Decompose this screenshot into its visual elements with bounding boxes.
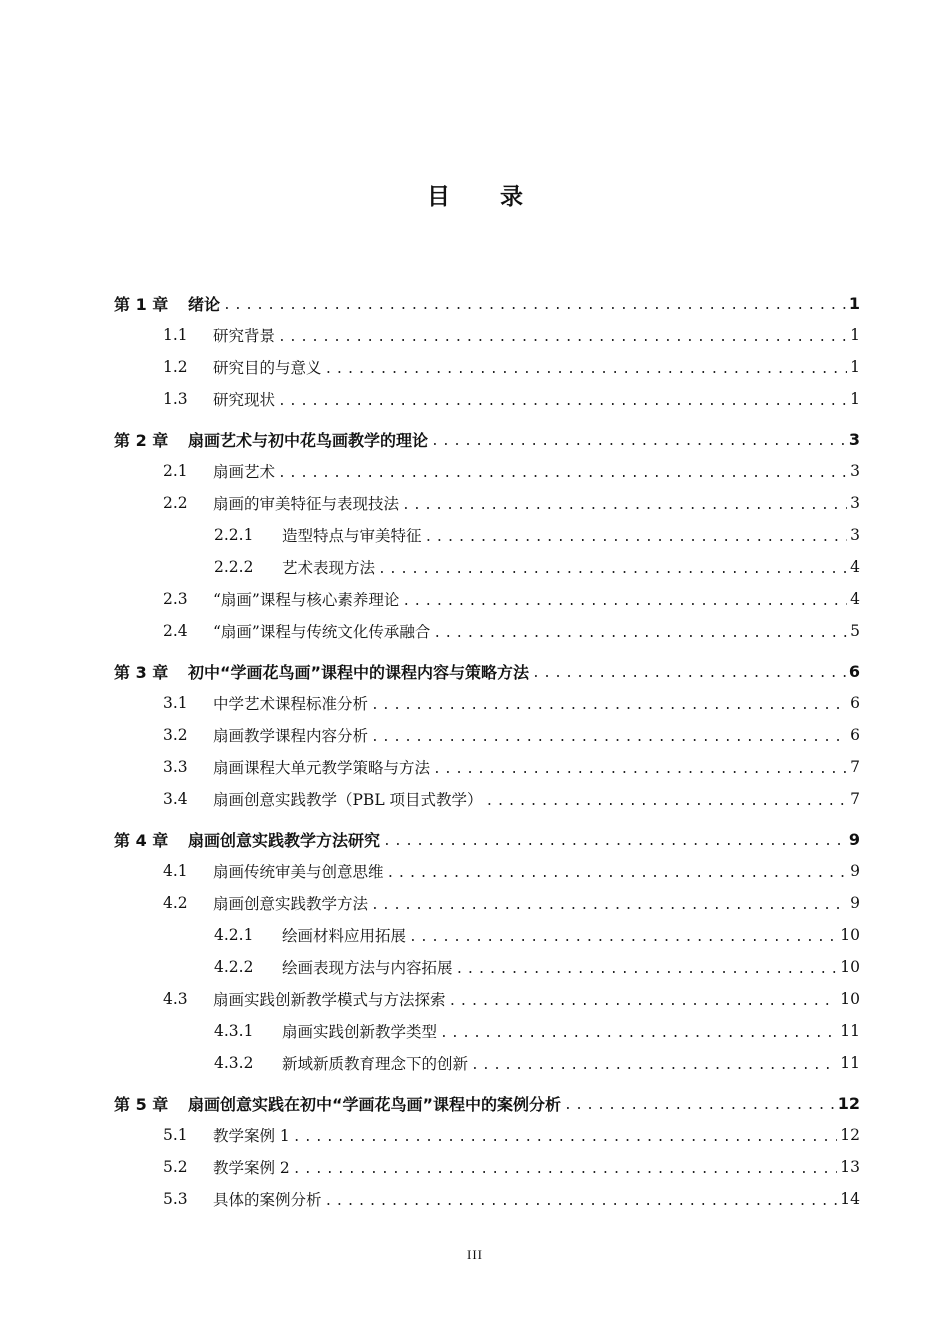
toc-entry-page: 14 (840, 1190, 860, 1208)
toc-entry-chapter[interactable] (114, 423, 860, 455)
toc-entry-label: 初中“学画花鸟画”课程中的课程内容与策略方法 (188, 662, 530, 682)
toc-entry-page: 11 (840, 1054, 860, 1072)
toc-entry-label: 扇画的审美特征与表现技法 (213, 495, 400, 513)
toc-entry-label: 艺术表现方法 (282, 559, 376, 577)
toc-entry-number: 2.4 (163, 622, 188, 640)
dot-leader (433, 762, 847, 777)
toc-entry-page: 13 (840, 1158, 860, 1176)
toc-entry-section[interactable] (114, 1119, 860, 1151)
toc-entry-label: 扇画教学课程内容分析 (213, 727, 369, 745)
toc-entry-label: 新域新质教育理念下的创新 (282, 1055, 469, 1073)
toc-entry-label: 中学艺术课程标准分析 (213, 695, 369, 713)
toc-entry-number: 5.3 (163, 1190, 188, 1208)
toc-entry-number: 2.2.1 (214, 526, 254, 544)
footer-page-number: III (467, 1247, 483, 1262)
dot-leader (387, 866, 847, 881)
toc-entry-label: 扇画创意实践教学方法 (213, 895, 369, 913)
toc-entry-section[interactable] (114, 351, 860, 383)
toc-entry-label: 扇画艺术与初中花鸟画教学的理论 (188, 430, 429, 450)
toc-entry-subsection[interactable] (114, 1015, 860, 1047)
toc-entry-section[interactable] (114, 583, 860, 615)
toc-entry-number: 2.1 (163, 462, 188, 480)
dot-leader (409, 930, 837, 945)
toc-entry-page: 9 (850, 894, 860, 912)
toc-entry-page: 12 (840, 1126, 860, 1144)
toc-entry-number: 第 4 章 (114, 830, 169, 850)
toc-entry-number: 2.2 (163, 494, 188, 512)
dot-leader (532, 666, 846, 681)
toc-entry-label: 绘画表现方法与内容拓展 (282, 959, 453, 977)
dot-leader (425, 530, 847, 545)
toc-entry-label: 扇画艺术 (213, 463, 276, 481)
toc-entry-page: 10 (840, 958, 860, 976)
dot-leader (378, 562, 847, 577)
toc-entry-page: 9 (848, 829, 860, 849)
toc-entry-page: 1 (850, 390, 860, 408)
toc-entry-label: “扇画”课程与核心素养理论 (213, 591, 400, 609)
toc-entry-section[interactable] (114, 751, 860, 783)
dot-leader (371, 898, 847, 913)
dot-leader (293, 1162, 837, 1177)
toc-entry-subsection[interactable] (114, 951, 860, 983)
toc-entry-section[interactable] (114, 983, 860, 1015)
toc-entry-number: 第 5 章 (114, 1094, 169, 1114)
dot-leader (486, 794, 847, 809)
dot-leader (371, 698, 847, 713)
toc-entry-number: 4.3.2 (214, 1054, 254, 1072)
toc-entry-chapter[interactable] (114, 287, 860, 319)
toc-entry-number: 1.3 (163, 390, 188, 408)
toc-entry-number: 3.4 (163, 790, 188, 808)
toc-entry-number: 3.1 (163, 694, 188, 712)
table-of-contents (114, 287, 860, 1215)
toc-entry-section[interactable] (114, 687, 860, 719)
dot-leader (402, 594, 847, 609)
toc-entry-number: 2.2.2 (214, 558, 254, 576)
toc-entry-label: 绘画材料应用拓展 (282, 927, 407, 945)
dot-leader (383, 834, 846, 849)
toc-entry-page: 1 (848, 293, 860, 313)
toc-entry-page: 3 (850, 494, 860, 512)
toc-entry-page: 10 (840, 990, 860, 1008)
dot-leader (223, 298, 846, 313)
toc-entry-page: 4 (850, 590, 860, 608)
dot-leader (471, 1058, 837, 1073)
toc-entry-page: 6 (850, 726, 860, 744)
toc-entry-number: 第 2 章 (114, 430, 169, 450)
toc-entry-number: 1.2 (163, 358, 188, 376)
toc-entry-page: 11 (840, 1022, 860, 1040)
toc-entry-label: 教学案例 2 (213, 1159, 290, 1177)
toc-entry-number: 4.3.1 (214, 1022, 254, 1040)
toc-entry-label: 研究现状 (213, 391, 276, 409)
toc-entry-page: 3 (850, 526, 860, 544)
toc-entry-number: 第 1 章 (114, 294, 169, 314)
toc-entry-label: 造型特点与审美特征 (282, 527, 422, 545)
toc-entry-page: 7 (850, 758, 860, 776)
toc-entry-page: 9 (850, 862, 860, 880)
dot-leader (325, 1194, 838, 1209)
dot-leader (449, 994, 838, 1009)
toc-entry-number: 4.2 (163, 894, 188, 912)
toc-entry-label: 教学案例 1 (213, 1127, 290, 1145)
toc-entry-number: 4.3 (163, 990, 188, 1008)
dot-leader (456, 962, 838, 977)
toc-entry-label: 扇画创意实践在初中“学画花鸟画”课程中的案例分析 (188, 1094, 562, 1114)
toc-entry-page: 1 (850, 358, 860, 376)
dot-leader (371, 730, 847, 745)
page-title: 目录 (427, 184, 573, 210)
toc-entry-section[interactable] (114, 319, 860, 351)
dot-leader (293, 1130, 837, 1145)
toc-entry-label: 研究背景 (213, 327, 276, 345)
toc-entry-page: 4 (850, 558, 860, 576)
toc-entry-page: 6 (850, 694, 860, 712)
toc-entry-subsection[interactable] (114, 919, 860, 951)
toc-entry-label: 具体的案例分析 (213, 1191, 322, 1209)
dot-leader (564, 1098, 835, 1113)
dot-leader (278, 466, 847, 481)
dot-leader (433, 626, 847, 641)
toc-entry-number: 4.2.2 (214, 958, 254, 976)
toc-entry-section[interactable] (114, 383, 860, 415)
toc-entry-number: 4.2.1 (214, 926, 254, 944)
toc-entry-label: 扇画课程大单元教学策略与方法 (213, 759, 431, 777)
toc-entry-page: 12 (837, 1093, 860, 1113)
dot-leader (278, 394, 847, 409)
toc-entry-page: 6 (848, 661, 860, 681)
toc-entry-chapter[interactable] (114, 823, 860, 855)
toc-entry-label: 扇画实践创新教学模式与方法探索 (213, 991, 446, 1009)
toc-entry-label: 研究目的与意义 (213, 359, 322, 377)
toc-entry-chapter[interactable] (114, 655, 860, 687)
toc-entry-label: 扇画创意实践教学方法研究 (188, 830, 381, 850)
toc-entry-number: 3.3 (163, 758, 188, 776)
toc-entry-label: 扇画实践创新教学类型 (282, 1023, 438, 1041)
toc-entry-page: 3 (850, 462, 860, 480)
toc-entry-section[interactable] (114, 615, 860, 647)
toc-entry-page: 7 (850, 790, 860, 808)
dot-leader (278, 330, 847, 345)
toc-entry-label: “扇画”课程与传统文化传承融合 (213, 623, 431, 641)
toc-entry-number: 2.3 (163, 590, 188, 608)
toc-entry-number: 5.1 (163, 1126, 188, 1144)
toc-entry-page: 10 (840, 926, 860, 944)
toc-entry-subsection[interactable] (114, 1047, 860, 1079)
toc-entry-section[interactable] (114, 487, 860, 519)
toc-entry-page: 1 (850, 326, 860, 344)
toc-entry-section[interactable] (114, 887, 860, 919)
dot-leader (440, 1026, 837, 1041)
toc-entry-page: 5 (850, 622, 860, 640)
toc-entry-label: 扇画传统审美与创意思维 (213, 863, 384, 881)
toc-entry-label: 绪论 (188, 294, 221, 314)
toc-entry-subsection[interactable] (114, 551, 860, 583)
toc-entry-section[interactable] (114, 855, 860, 887)
toc-entry-label: 扇画创意实践教学（PBL 项目式教学） (213, 791, 483, 809)
dot-leader (402, 498, 847, 513)
toc-entry-number: 3.2 (163, 726, 188, 744)
toc-entry-section[interactable] (114, 1151, 860, 1183)
toc-entry-page: 3 (848, 429, 860, 449)
toc-entry-chapter[interactable] (114, 1087, 860, 1119)
toc-entry-number: 5.2 (163, 1158, 188, 1176)
toc-entry-section[interactable] (114, 719, 860, 751)
toc-entry-subsection[interactable] (114, 519, 860, 551)
toc-entry-section[interactable] (114, 455, 860, 487)
toc-entry-section[interactable] (114, 783, 860, 815)
toc-entry-section[interactable] (114, 1183, 860, 1215)
dot-leader (325, 362, 847, 377)
toc-entry-number: 4.1 (163, 862, 188, 880)
toc-entry-number: 第 3 章 (114, 662, 169, 682)
dot-leader (431, 434, 846, 449)
toc-entry-number: 1.1 (163, 326, 188, 344)
